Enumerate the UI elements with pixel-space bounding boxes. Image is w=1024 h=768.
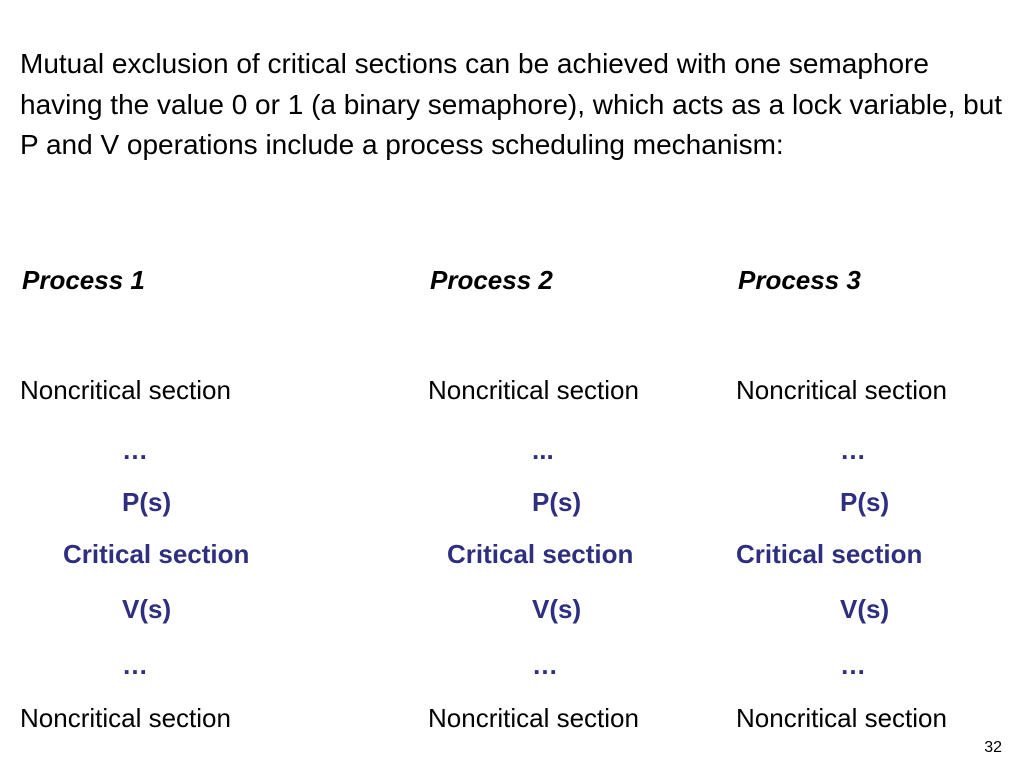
process-1-p-operation: P(s) bbox=[122, 487, 172, 517]
page-number: 32 bbox=[984, 739, 1002, 756]
process-3-ellipsis-top: … bbox=[840, 435, 866, 465]
process-2-v-operation: V(s) bbox=[532, 594, 582, 624]
process-2-title: Process 2 bbox=[430, 265, 553, 295]
process-2-p-operation: P(s) bbox=[532, 487, 582, 517]
process-3-title: Process 3 bbox=[738, 265, 861, 295]
process-3-noncritical-bottom: Noncritical section bbox=[736, 703, 947, 733]
process-2-ellipsis-top: ... bbox=[532, 435, 554, 465]
process-2-critical-section: Critical section bbox=[447, 539, 634, 569]
process-1-title: Process 1 bbox=[22, 265, 145, 295]
process-1-critical-section: Critical section bbox=[63, 539, 250, 569]
process-1-ellipsis-top: … bbox=[122, 435, 148, 465]
process-2-noncritical-top: Noncritical section bbox=[428, 375, 639, 405]
process-2-noncritical-bottom: Noncritical section bbox=[428, 703, 639, 733]
intro-paragraph: Mutual exclusion of critical sections can be achieved with one semaphore having the value 0 or 1 (a binary semaphore), which acts as a lock variable, but P and V operations include a process scheduling mechanism: bbox=[20, 48, 1003, 160]
process-1-noncritical-top: Noncritical section bbox=[20, 375, 231, 405]
process-2-ellipsis-bottom: … bbox=[532, 650, 558, 680]
process-1-noncritical-bottom: Noncritical section bbox=[20, 703, 231, 733]
process-3-critical-section: Critical section bbox=[736, 539, 923, 569]
process-3-noncritical-top: Noncritical section bbox=[736, 375, 947, 405]
process-3-p-operation: P(s) bbox=[840, 487, 890, 517]
process-1-ellipsis-bottom: … bbox=[122, 650, 148, 680]
process-3-v-operation: V(s) bbox=[840, 594, 890, 624]
process-1-v-operation: V(s) bbox=[122, 594, 172, 624]
process-3-ellipsis-bottom: … bbox=[840, 650, 866, 680]
